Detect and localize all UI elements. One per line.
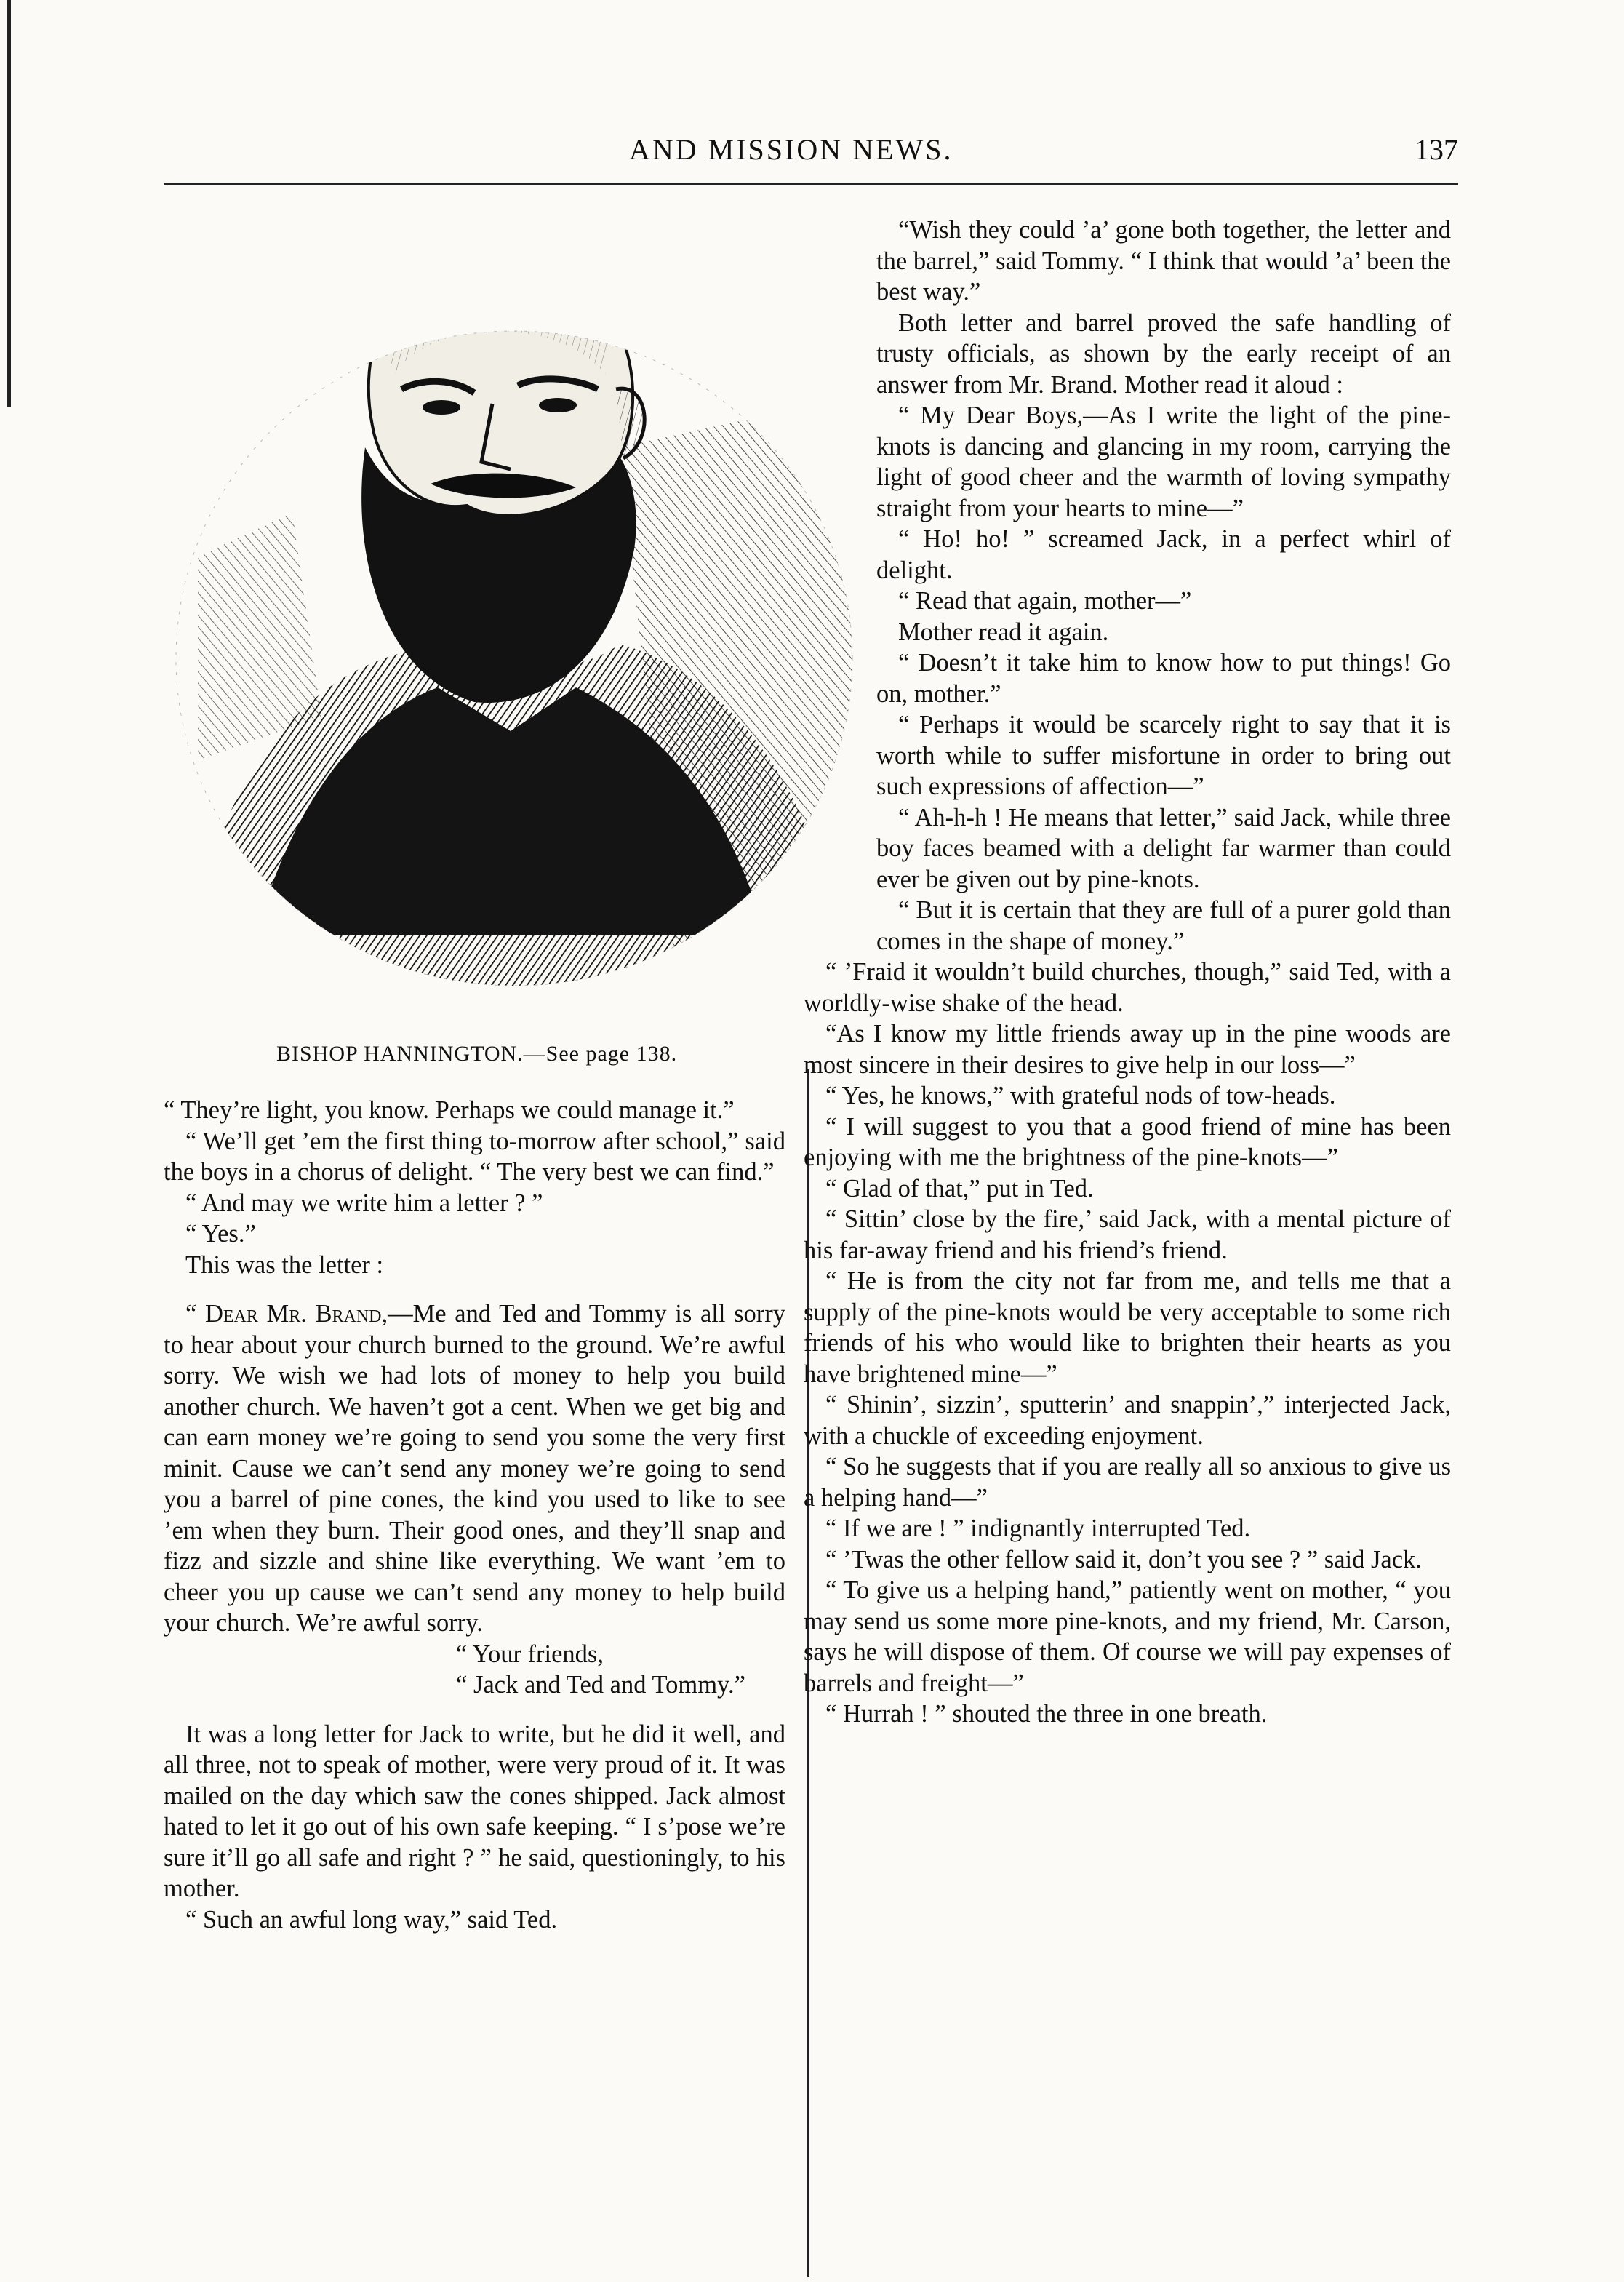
paragraph: Mother read it again. bbox=[898, 618, 1109, 646]
letter-signature: “ Jack and Ted and Tommy.” bbox=[456, 1671, 745, 1699]
right-column bbox=[804, 215, 1451, 1730]
paragraph: “As I know my little friends away up in the pine woods are most sincere in their desires to give help in our loss—” bbox=[804, 1020, 1451, 1079]
paragraph: “ ’Twas the other fellow said it, don’t you see ? ” said Jack. bbox=[825, 1545, 1422, 1573]
paragraph: “ And may we write him a letter ? ” bbox=[185, 1189, 543, 1217]
page-number: 137 bbox=[1415, 133, 1458, 166]
paragraph: “ ’Fraid it wouldn’t build churches, though,” said Ted, with a worldly-wise shake of the head. bbox=[804, 958, 1451, 1017]
left-column bbox=[164, 1095, 785, 1935]
paragraph: “ Yes, he knows,” with grateful nods of tow-heads. bbox=[825, 1082, 1336, 1109]
paragraph: “ They’re light, you know. Perhaps we could manage it.” bbox=[164, 1096, 735, 1124]
letter-paragraph bbox=[164, 1298, 785, 1639]
paragraph: “ To give us a helping hand,” patiently went on mother, “ you may send us some more pine-knots, and my friend, Mr. Carson, says he will dispose of them. Of course we will pay expenses of barrels and freight—” bbox=[804, 1576, 1451, 1697]
header-rule bbox=[164, 183, 1458, 185]
letter-salutation: “ Dear Mr. Brand, bbox=[185, 1300, 388, 1328]
paragraph: “ I will suggest to you that a good friend of mine has been enjoying with me the brightness of the pine-knots—” bbox=[804, 1112, 1451, 1171]
paragraph: “ Doesn’t it take him to know how to put things! Go on, mother.” bbox=[876, 649, 1451, 708]
paragraph: “ Perhaps it would be scarcely right to say that it is worth while to suffer misfortune in order to bring out such expressions of affection—” bbox=[876, 711, 1451, 800]
paragraph: “ Read that again, mother—” bbox=[898, 587, 1192, 615]
page-edge-mark bbox=[7, 0, 11, 407]
paragraph: “Wish they could ’a’ gone both together, the letter and the barrel,” said Tommy. “ I think that would ’a’ been the best way.” bbox=[876, 216, 1451, 306]
running-header bbox=[164, 132, 1458, 180]
paragraph: “ Ho! ho! ” screamed Jack, in a perfect whirl of delight. bbox=[876, 525, 1451, 584]
paragraph: “ If we are ! ” indignantly interrupted Ted. bbox=[825, 1515, 1251, 1542]
paragraph: “ Glad of that,” put in Ted. bbox=[825, 1174, 1094, 1202]
header-title: AND MISSION NEWS. bbox=[629, 133, 953, 166]
paragraph: “ Yes.” bbox=[185, 1220, 256, 1248]
paragraph: This was the letter : bbox=[185, 1250, 384, 1279]
paragraph: “ My Dear Boys,—As I write the light of the pine-knots is dancing and glancing in my room, carrying the light of good cheer and the warmth of loving sympathy straight from your hearts to mine—” bbox=[876, 402, 1451, 522]
paragraph: “ But it is certain that they are full of a purer gold than comes in the shape of money.” bbox=[876, 896, 1451, 955]
letter-sign-off: “ Your friends, bbox=[455, 1640, 604, 1668]
letter-body: —Me and Ted and Tommy is all sorry to hear about your church burned to the ground. We’re awful sorry. We wish we had lots of money to help you build another church. We haven’t got a cent. When we get big and can earn money we’re going to send you some the very first minit. Cause we can’t send any money we’re going to send you a barrel of pine cones, the kind you used to like to see ’em when they burn. Their good ones, and they’ll snap and fizz and sizzle and shine like everything. We want ’em to cheer you up cause we can’t send any money to help build your church. We’re awful sorry. bbox=[164, 1300, 785, 1637]
paragraph: “ We’ll get ’em the first thing to-morrow after school,” said the boys in a chorus of delight. “ The very best we can find.” bbox=[164, 1127, 785, 1186]
bishop-portrait-engraving bbox=[169, 207, 860, 1033]
paragraph: “ Sittin’ close by the fire,’ said Jack, with a mental picture of his far-away friend and his friend’s friend. bbox=[804, 1205, 1451, 1264]
paragraph: “ Hurrah ! ” shouted the three in one breath. bbox=[825, 1700, 1268, 1728]
paragraph: It was a long letter for Jack to write, but he did it well, and all three, not to speak of mother, were very proud of it. It was mailed on the day which saw the cones shipped. Jack almost hated to let it go out of his own safe keeping. “ I s’pose we’re sure it’ll go all safe and right ? ” he said, questioningly, to his mother. bbox=[164, 1720, 785, 1902]
paragraph: “ Shinin’, sizzin’, sputterin’ and snappin’,” interjected Jack, with a chuckle of exceeding enjoyment. bbox=[804, 1391, 1451, 1450]
paragraph: “ So he suggests that if you are really all so anxious to give us a helping hand—” bbox=[804, 1453, 1451, 1512]
paragraph: “ Ah-h-h ! He means that letter,” said Jack, while three boy faces beamed with a delight far warmer than could ever be given out by pine-knots. bbox=[876, 803, 1451, 893]
paragraph: Both letter and barrel proved the safe handling of trusty officials, as shown by the early receipt of an answer from Mr. Brand. Mother read it aloud : bbox=[876, 308, 1451, 399]
portrait-caption: BISHOP HANNINGTON.—See page 138. bbox=[276, 1042, 678, 1066]
paragraph: “ He is from the city not far from me, and tells me that a supply of the pine-knots would be very acceptable to some rich friends of his who would like to brighten their hearts as you have brightened mine—” bbox=[804, 1267, 1451, 1388]
paragraph: “ Such an awful long way,” said Ted. bbox=[185, 1905, 558, 1934]
